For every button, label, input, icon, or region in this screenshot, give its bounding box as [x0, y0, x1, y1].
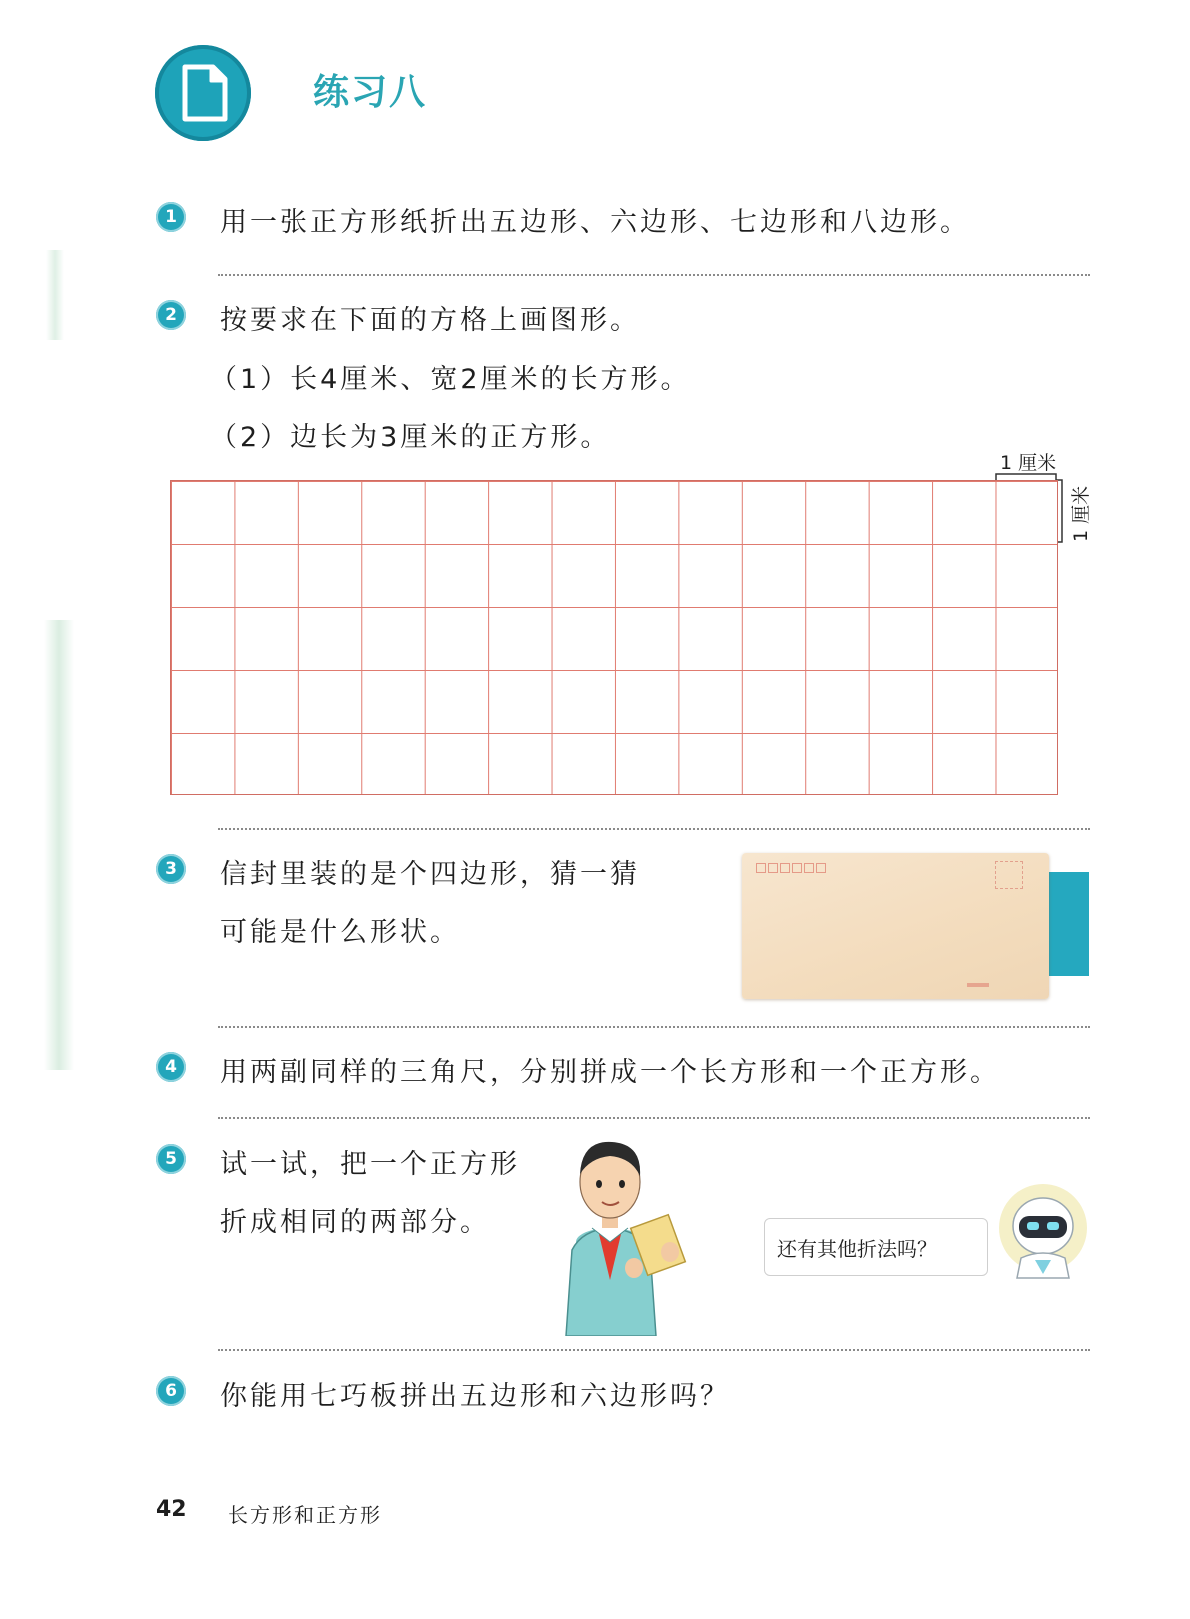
divider [218, 828, 1090, 830]
document-icon [155, 45, 251, 141]
drawing-grid[interactable] [170, 480, 1058, 795]
robot-icon [995, 1182, 1091, 1282]
question-text: 可能是什么形状。 [220, 917, 460, 948]
question-number: 2 [156, 300, 186, 330]
page-number: 42 [156, 1497, 187, 1522]
question-text: 按要求在下面的方格上画图形。 [220, 305, 640, 336]
divider [218, 1026, 1090, 1028]
question-text: 用一张正方形纸折出五边形、六边形、七边形和八边形。 [220, 207, 970, 238]
question-number: 6 [156, 1376, 186, 1406]
speech-bubble [764, 1218, 988, 1276]
question-subitem: （2）边长为3厘米的正方形。 [210, 422, 611, 453]
unit-label-vertical: 1 厘米 [1070, 485, 1092, 542]
card-in-envelope [1049, 872, 1089, 976]
question-text: 用两副同样的三角尺，分别拼成一个长方形和一个正方形。 [220, 1057, 1000, 1088]
divider [218, 1349, 1090, 1351]
page-edge-shade [46, 250, 64, 340]
speech-text: 还有其他折法吗？ [777, 1237, 937, 1261]
question-number: 3 [156, 854, 186, 884]
question-subitem: （1）长4厘米、宽2厘米的长方形。 [210, 364, 691, 395]
section-title: 练习八 [313, 72, 428, 113]
question-number: 1 [156, 202, 186, 232]
divider [218, 274, 1090, 276]
unit-label-horizontal: 1 厘米 [1000, 452, 1057, 474]
divider [218, 1117, 1090, 1119]
question-number: 5 [156, 1144, 186, 1174]
envelope-illustration [742, 853, 1049, 999]
question-text: 折成相同的两部分。 [220, 1207, 490, 1238]
question-number: 4 [156, 1052, 186, 1082]
chapter-title: 长方形和正方形 [228, 1503, 382, 1527]
question-text: 信封里装的是个四边形，猜一猜 [220, 859, 640, 890]
boy-illustration [552, 1130, 702, 1336]
question-text: 试一试，把一个正方形 [220, 1149, 520, 1180]
question-text: 你能用七巧板拼出五边形和六边形吗？ [220, 1381, 730, 1412]
page-edge-shade [44, 620, 74, 1070]
